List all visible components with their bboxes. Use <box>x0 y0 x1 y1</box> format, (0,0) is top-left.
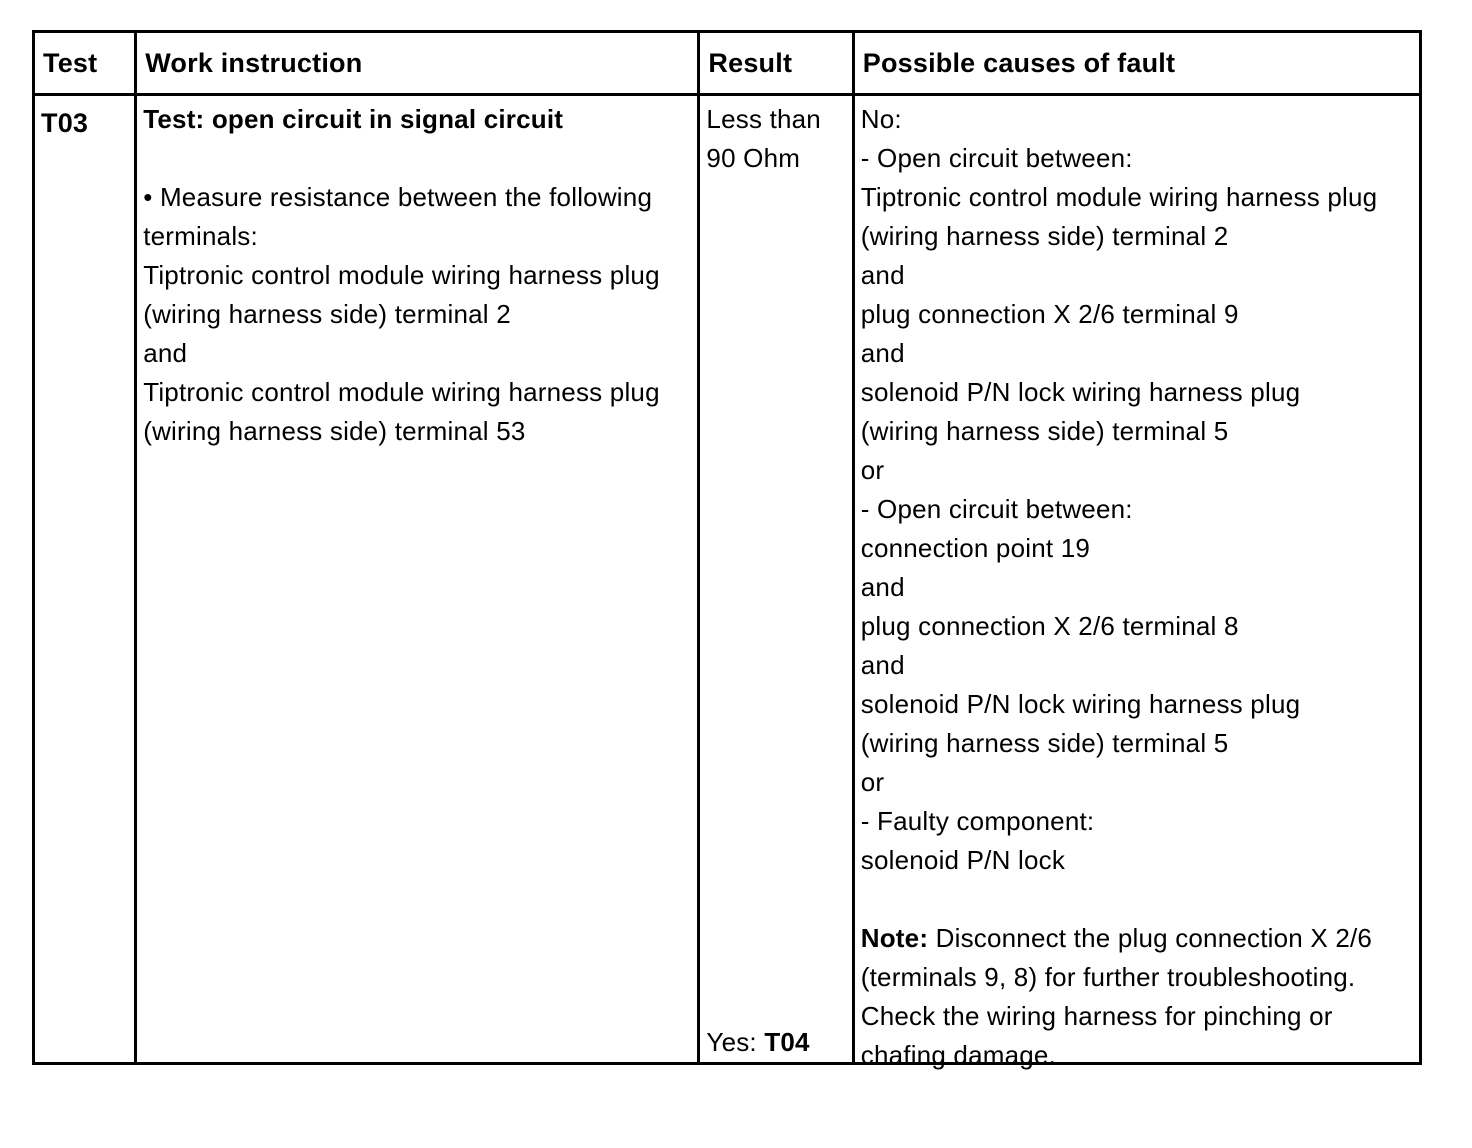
note-line: chafing damage. <box>860 1040 1056 1070</box>
spacer <box>861 880 1419 919</box>
work-line: terminals: <box>143 221 258 251</box>
cause-line: solenoid P/N lock <box>860 845 1066 875</box>
note-line: (terminals 9, 8) for further troubleshooting. <box>860 962 1356 992</box>
troubleshooting-table <box>32 30 1422 1070</box>
result-line: Less than <box>706 104 821 134</box>
note-line <box>861 919 1419 958</box>
work-line: Tiptronic control module wiring harness plug <box>143 377 660 407</box>
header-work-instruction: Work instruction <box>136 32 699 95</box>
work-line: (wiring harness side) terminal 2 <box>143 299 511 329</box>
cause-line: and <box>860 338 905 368</box>
cause-line: - Open circuit between: <box>860 143 1133 173</box>
header-result: Result <box>699 32 853 95</box>
cause-line: - Faulty component: <box>860 806 1095 836</box>
note-text: Disconnect the plug connection X 2/6 <box>928 923 1373 953</box>
result-line: 90 Ohm <box>706 143 801 173</box>
cause-line: Tiptronic control module wiring harness plug <box>860 182 1378 212</box>
note-label: Note: <box>860 923 929 953</box>
cause-line: and <box>860 572 905 602</box>
test-cell <box>34 95 136 1064</box>
work-line: (wiring harness side) terminal 53 <box>143 416 526 446</box>
table-row <box>34 95 1421 1064</box>
work-line: Tiptronic control module wiring harness plug <box>143 260 660 290</box>
cause-line: solenoid P/N lock wiring harness plug <box>860 377 1301 407</box>
cause-line: solenoid P/N lock wiring harness plug <box>860 689 1301 719</box>
cause-line: (wiring harness side) terminal 5 <box>860 728 1229 758</box>
cause-line: plug connection X 2/6 terminal 8 <box>860 611 1239 641</box>
possible-causes-cell <box>853 95 1420 1070</box>
work-title: Test: open circuit in signal circuit <box>143 104 564 134</box>
test-id: T03 <box>41 108 89 138</box>
cause-line: or <box>860 767 885 797</box>
cause-line: (wiring harness side) terminal 5 <box>860 416 1229 446</box>
cause-line: plug connection X 2/6 terminal 9 <box>860 299 1239 329</box>
result-yes-target: T04 <box>764 1027 810 1057</box>
header-possible-causes: Possible causes of fault <box>853 32 1420 95</box>
header-test: Test <box>34 32 136 95</box>
note-line: Check the wiring harness for pinching or <box>860 1001 1333 1031</box>
spacer <box>143 139 697 178</box>
cause-line: and <box>860 260 905 290</box>
work-instruction-cell <box>136 95 699 1064</box>
work-line: • Measure resistance between the following <box>143 182 653 212</box>
work-line: and <box>143 338 188 368</box>
result-cell <box>699 95 853 1064</box>
cause-line: connection point 19 <box>860 533 1091 563</box>
cause-line: No: <box>860 104 902 134</box>
result-yes <box>706 1023 809 1062</box>
cause-line: - Open circuit between: <box>860 494 1133 524</box>
cause-line: or <box>860 455 885 485</box>
result-yes-label: Yes: <box>706 1027 757 1057</box>
table-header-row <box>34 32 1421 95</box>
cause-line: and <box>860 650 905 680</box>
cause-line: (wiring harness side) terminal 2 <box>860 221 1229 251</box>
